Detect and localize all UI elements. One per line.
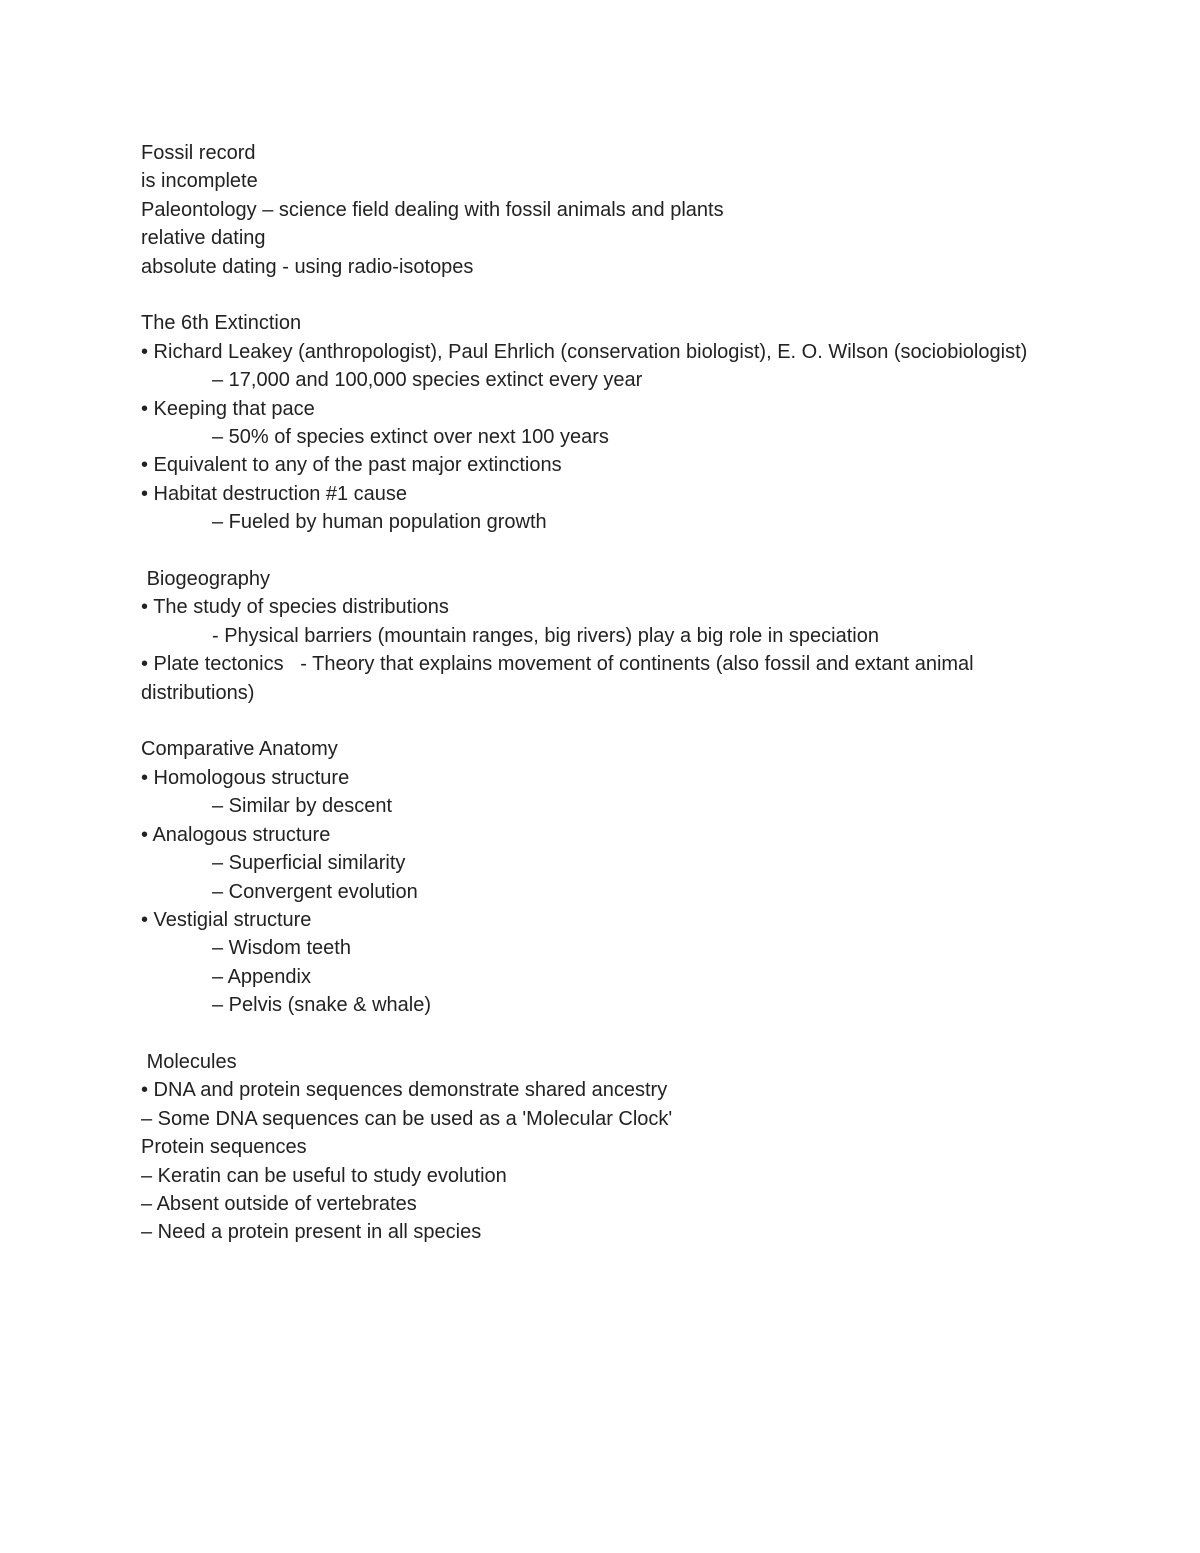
section-spacer	[141, 537, 1071, 565]
molecules-line-need-protein: – Need a protein present in all species	[141, 1221, 482, 1244]
anatomy-bullet-vestigial: • Vestigial structure	[141, 908, 312, 931]
extinction-bullet-pace: • Keeping that pace	[141, 397, 315, 420]
molecules-heading: Molecules	[141, 1050, 237, 1073]
anatomy-sub-superficial: – Superficial similarity	[212, 852, 406, 875]
extinction-bullet-habitat: • Habitat destruction #1 cause	[141, 482, 408, 505]
extinction-sub-species-per-year: – 17,000 and 100,000 species extinct every year	[212, 369, 643, 392]
intro-line-paleontology: Paleontology – science field dealing with fossil animals and plants	[141, 198, 724, 221]
extinction-heading: The 6th Extinction	[141, 312, 302, 335]
anatomy-bullet-homologous: • Homologous structure	[141, 766, 350, 789]
extinction-sub-fifty-percent: – 50% of species extinct over next 100 years	[212, 426, 609, 449]
extinction-bullet-equivalent: • Equivalent to any of the past major extinctions	[141, 454, 562, 477]
extinction-sub-population-growth: – Fueled by human population growth	[212, 511, 547, 534]
section-spacer	[141, 1020, 1071, 1048]
intro-line-incomplete: is incomplete	[141, 170, 258, 193]
anatomy-bullet-analogous: • Analogous structure	[141, 823, 331, 846]
anatomy-sub-pelvis: – Pelvis (snake & whale)	[212, 994, 431, 1017]
molecules-bullet-dna-protein: • DNA and protein sequences demonstrate shared ancestry	[141, 1079, 668, 1102]
extinction-bullet-scientists: • Richard Leakey (anthropologist), Paul Ehrlich (conservation biologist), E. O. Wilson (sociobiologist)	[141, 340, 1028, 363]
molecules-line-keratin: – Keratin can be useful to study evolution	[141, 1164, 507, 1187]
biogeography-heading: Biogeography	[141, 568, 270, 591]
anatomy-sub-appendix: – Appendix	[212, 965, 311, 988]
intro-line-fossil-record: Fossil record	[141, 142, 256, 164]
molecules-line-absent-vertebrates: – Absent outside of vertebrates	[141, 1192, 417, 1215]
anatomy-sub-convergent: – Convergent evolution	[212, 880, 418, 903]
section-spacer	[141, 281, 1071, 309]
biogeography-bullet-study: • The study of species distributions	[141, 596, 449, 619]
anatomy-sub-similar-descent: – Similar by descent	[212, 795, 393, 818]
document-body	[141, 139, 1071, 1247]
intro-line-absolute-dating: absolute dating - using radio-isotopes	[141, 255, 474, 278]
biogeography-sub-barriers: - Physical barriers (mountain ranges, big rivers) play a big role in speciation	[212, 624, 879, 647]
molecules-line-molecular-clock: – Some DNA sequences can be used as a 'Molecular Clock'	[141, 1107, 673, 1130]
anatomy-sub-wisdom-teeth: – Wisdom teeth	[212, 937, 351, 960]
biogeography-bullet-plate-tectonics: • Plate tectonics - Theory that explains movement of continents (also fossil and extant animal distributions)	[141, 653, 980, 704]
anatomy-heading: Comparative Anatomy	[141, 738, 338, 761]
molecules-line-protein-sequences: Protein sequences	[141, 1136, 307, 1159]
section-spacer	[141, 707, 1071, 735]
intro-line-relative-dating: relative dating	[141, 227, 266, 250]
